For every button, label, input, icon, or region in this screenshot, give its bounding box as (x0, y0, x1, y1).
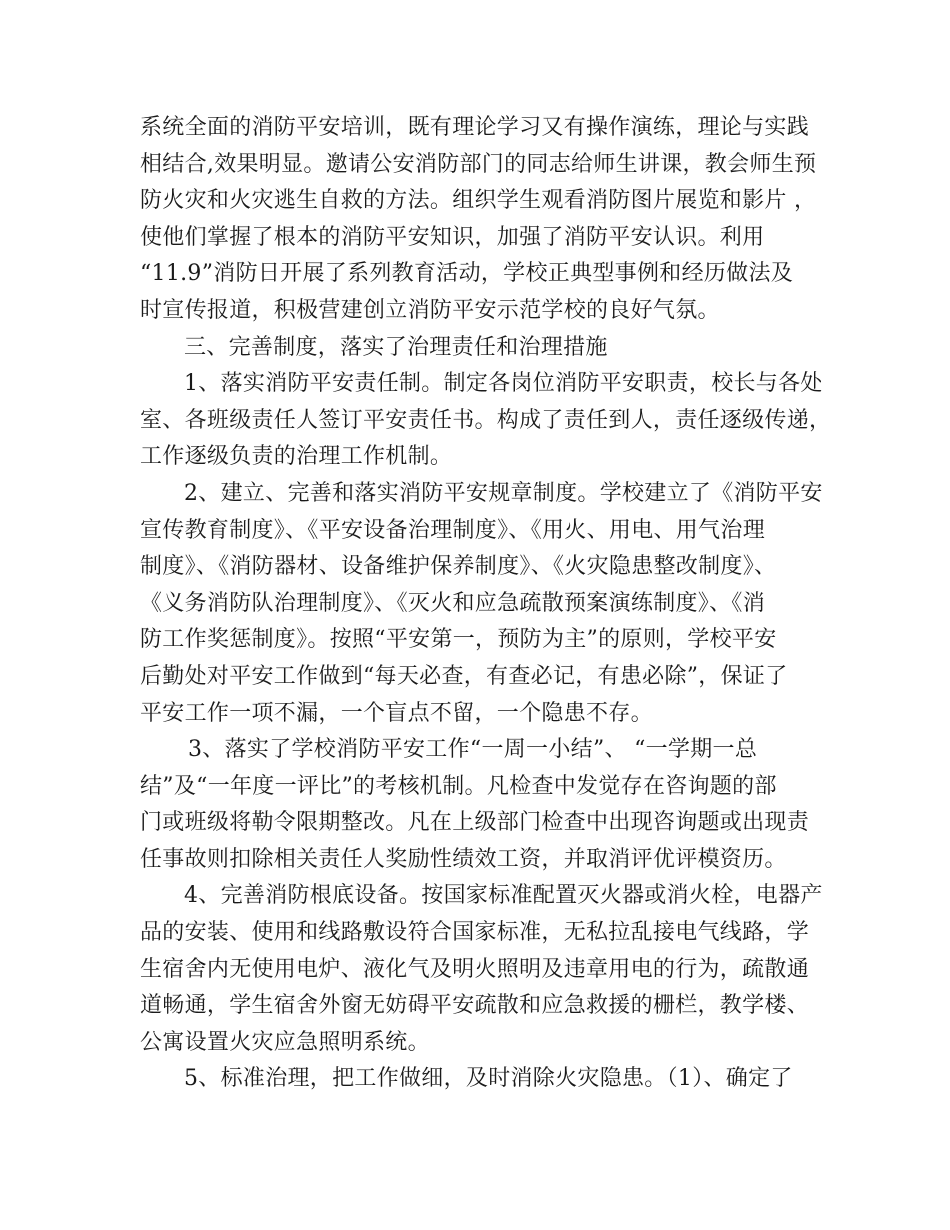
text-line: 工作逐级负责的治理工作机制。 (140, 444, 453, 470)
text-line: 公寓设置火灾应急照明系统。 (140, 1029, 430, 1055)
text-line: 系统全面的消防平安培训，既有理论学习又有操作演练，理论与实践 (140, 115, 810, 140)
paragraph-start: 2、建立、完善和落实消防平安规章制度。学校建立了《消防平安 (184, 480, 823, 506)
text-line: 使他们掌握了根本的消防平安知识，加强了消防平安认识。利用 (140, 224, 765, 250)
text-line: 门或班级将勒令限期整改。凡在上级部门检查中出现咨询题或出现责 (140, 810, 810, 836)
document-page (140, 110, 832, 1098)
paragraph-start: 3、落实了学校消防平安工作“一周一小结”、 “一学期一总 (188, 737, 758, 763)
section-heading: 三、完善制度，落实了治理责任和治理措施 (184, 334, 608, 360)
paragraph-start: 1、落实消防平安责任制。制定各岗位消防平安职责，校长与各处 (184, 371, 823, 397)
text-line: 品的安装、使用和线路敷设符合国家标准，无私拉乱接电气线路，学 (140, 920, 810, 946)
text-line: 相结合,效果明显。邀请公安消防部门的同志给师生讲课，教会师生预 (140, 151, 817, 177)
text-line: 时宣传报道，积极营建创立消防平安示范学校的良好气氛。 (140, 297, 720, 323)
text-line: 任事故则扣除相关责任人奖励性绩效工资，并取消评优评模资历。 (140, 846, 787, 872)
text-line: 宣传教育制度》、《平安设备治理制度》、《用火、用电、用气治理 (140, 517, 766, 543)
text-line: 后勤处对平安工作做到“每天必查，有查必记，有患必除”，保证了 (140, 663, 788, 689)
text-line: 道畅通，学生宿舍外窗无妨碍平安疏散和应急救援的栅栏，教学楼、 (140, 993, 810, 1019)
text-line: 《义务消防队治理制度》、《灭火和应急疏散预案演练制度》、《消 (140, 590, 766, 616)
text-line: “11.9”消防日开展了系列教育活动，学校正典型事例和经历做法及 (140, 261, 794, 287)
text-line: 防工作奖惩制度》。按照“平安第一，预防为主”的原则，学校平安 (140, 627, 777, 653)
text-line: 平安工作一项不漏，一个盲点不留，一个隐患不存。 (140, 700, 653, 726)
paragraph-start: 4、完善消防根底设备。按国家标准配置灭火器或消火栓，电器产 (184, 883, 823, 909)
text-line: 生宿舍内无使用电炉、液化气及明火照明及违章用电的行为，疏散通 (140, 956, 810, 982)
paragraph-start: 5、标准治理，把工作做细，及时消除火灾隐患。（1）、确定了 (184, 1066, 793, 1092)
text-line: 制度》、《消防器材、设备维护保养制度》、《火灾隐患整改制度》、 (140, 554, 777, 580)
text-line: 室、各班级责任人签订平安责任书。构成了责任到人，责任逐级传递， (140, 407, 832, 433)
text-line: 结”及“一年度一评比”的考核机制。凡检查中发觉存在咨询题的部 (140, 773, 777, 799)
text-line: 防火灾和火灾逃生自救的方法。组织学生观看消防图片展览和影片 ， (140, 188, 817, 214)
